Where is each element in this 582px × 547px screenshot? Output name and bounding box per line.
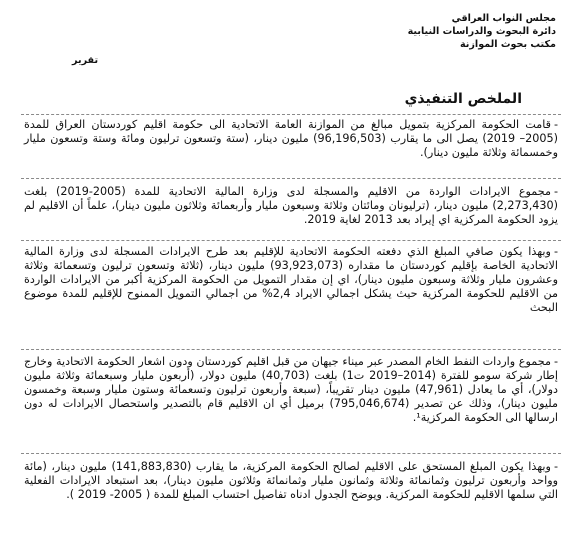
section-divider — [21, 240, 561, 241]
summary-paragraph-1 — [24, 118, 558, 160]
bullet-dash: - — [553, 185, 558, 198]
summary-paragraph-2 — [24, 185, 558, 227]
paragraph-text: وبهذا يكون صافي المبلغ الذي دفعته الحكومة الاتحادية للإقليم بعد طرح الايرادات المسجلة لدى وزارة المالية الاتحادية الخاصة بإقليم كوردستان ما مقداره (93,923,073) مليون دينار، (ثلاثة وتسعون ترليون وتسعمائة وثلاثة وعشرون مليار وثلاثة وسبعون مليون دينار)، اي إن مقدار التمويل من الحكومة المركزية أكبر من الايرادات الواردة من الاقليم للحكومة المركزية حيث يشكل اجمالي الايراد 2,4% من اجمالي التمويل الممنوح للإقليم للمدة موضوع البحث — [24, 245, 558, 314]
paragraph-text: مجموع الايرادات الواردة من الاقليم والمسجلة لدى وزارة المالية الاتحادية للمدة (2005-2019) بلغت (2,273,430) مليون دينار، (ترليونان ومائتان وثلاثة وسبعون مليار وأربعمائة وثلاثون مليون دينار)، علماً أن الاقليم لم يزود الحكومة المركزية اي إيراد بعد 2013 لغاية 2019. — [24, 185, 558, 226]
institution-header — [296, 12, 556, 51]
summary-paragraph-5 — [24, 460, 558, 502]
department-name: دائرة البحوث والدراسات النيابية — [407, 26, 556, 37]
bullet-dash: - — [553, 355, 558, 368]
paragraph-text: وبهذا يكون المبلغ المستحق على الاقليم لصالح الحكومة المركزية، ما يقارب (141,883,830) مليون دينار، (مائة وواحد وأربعون ترليون وثمانمائة وثلاثة وثمانون مليار وثمانمائة وثلاثون مليون دينار)، بعد استبعاد الايرادات الفعلية التي سلمها الاقليم للحكومة المركزية. ويوضح الجدول ادناه تفاصيل احتساب المبلغ للمدة ( 2005- 2019 ). — [24, 460, 558, 501]
office-name: مكتب بحوث الموازنة — [459, 39, 556, 50]
page-title: الملخص التنفيذي — [404, 91, 522, 107]
summary-paragraph-3 — [24, 245, 558, 315]
paragraph-text: مجموع واردات النفط الخام المصدر عبر ميناء جيهان من قبل اقليم كوردستان ودون اشعار الحكومة الاتحادية وخارج إطار شركة سومو للفترة (2014–2019 ت1) بلغت (40,703) مليون دولار، (أربعون مليار وسبعمائة وثلاثة مليون دولار)، أي ما يعادل (47,961) مليون دينار تقريباً، (سبعة وأربعون ترليون وتسعمائة وستون مليار وسبعة وخمسون مليون دينار)، وذلك عن تصدير (795,046,674) برميل أي ان الاقليم قام بالتصدير واستحصال الايرادات له دون ارسالها الى الحكومة المركزية¹. — [24, 355, 558, 424]
summary-paragraph-4 — [24, 355, 558, 425]
bullet-dash: - — [553, 118, 558, 131]
paragraph-text: قامت الحكومة المركزية بتمويل مبالغ من الموازنة العامة الاتحادية الى حكومة اقليم كوردستان العراق للمدة (2005– 2019) يصل الى ما يقارب (96,196,503) مليون دينار، (ستة وتسعون ترليون ومائة وستة وتسعون مليار وخمسمائة وثلاثة مليون دينار). — [24, 118, 558, 159]
parliament-name: مجلس النواب العراقي — [451, 13, 556, 24]
bullet-dash: - — [553, 245, 558, 258]
section-divider — [21, 453, 561, 454]
section-divider — [21, 349, 561, 350]
report-type-label: تقرير — [72, 55, 99, 66]
section-divider — [21, 178, 561, 179]
bullet-dash: - — [553, 460, 558, 473]
section-divider — [21, 114, 561, 115]
